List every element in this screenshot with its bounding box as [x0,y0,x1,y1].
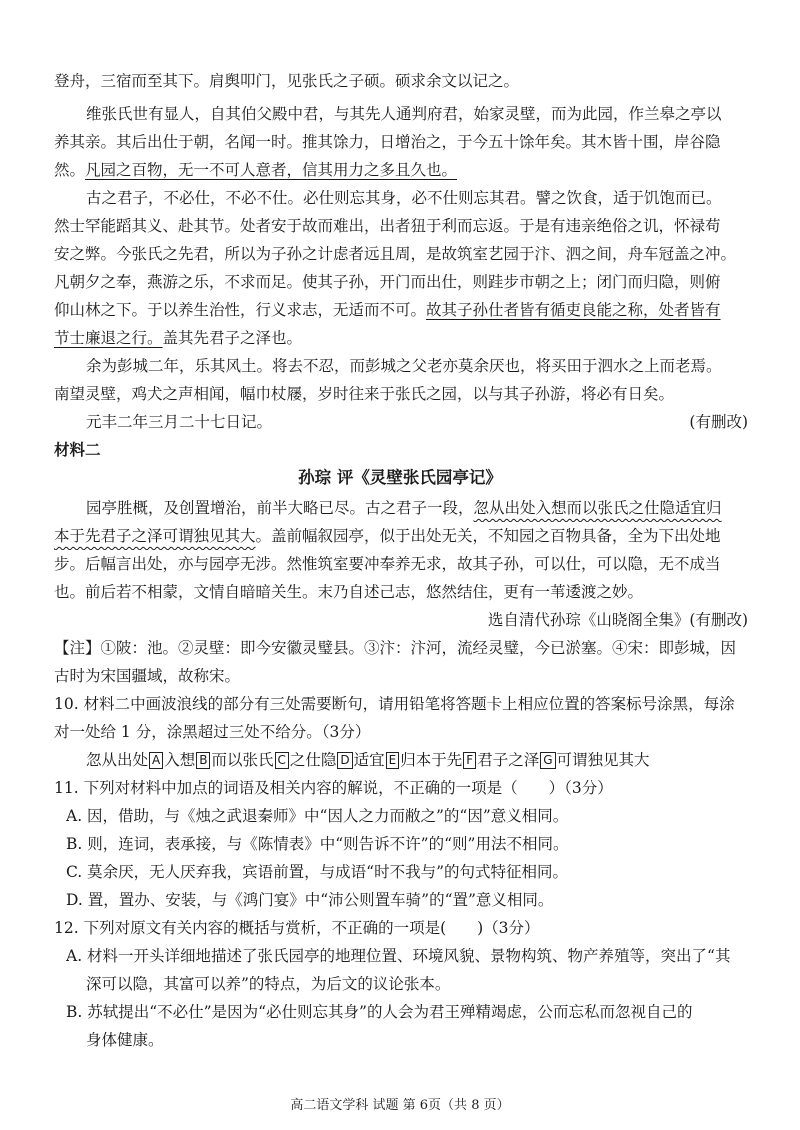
answer-box-a[interactable]: A [149,752,163,769]
text-line: 余为彭城二年，乐其风土。将去不忍，而彭城之父老亦莫余厌也，将买田于泗水之上而老焉。 [86,357,722,375]
plain-text: 。盖前幅叙园亭，似于出处无关，不知园之百物具备，全为下出处地 [255,527,721,545]
answer-box-e[interactable]: E [386,752,400,769]
text-line [54,296,754,324]
annotation-notes: 【注】①陂：池。②灵壁：即今安徽灵璧县。③汴：汴河，流经灵璧，今已淤塞。④宋：即彭城，因 [54,639,737,657]
question-11-option-c: C. 莫余厌，无人厌弃我，宾语前置，与成语“时不我与”的句式特征相同。 [66,863,569,881]
underlined-text: 凡园之百物，无一不可人意者，信其用力之多且久也。 [85,161,458,179]
answer-box-d[interactable]: D [337,752,352,769]
edit-note: (有删改) [689,413,748,431]
text-line: 南望灵壁，鸡犬之声相闻，幅巾杖屦，岁时往来于张氏之园，以与其子孙游，将必有日矣。 [54,385,675,403]
text-line [54,522,754,550]
question-10-stem: 10. 材料二中画波浪线的部分有三处需要断句，请用铅笔将答题卡上相应位置的答案标号涂黑，每涂 [54,695,735,713]
question-11-option-a: A. 因，借助，与《烛之武退秦师》中“因人之力而敝之”的“因”意义相同。 [66,807,569,825]
section-heading: 材料二 [54,441,101,459]
text-segment: 之仕隐 [289,751,337,769]
question-10-stem: 对一处给 1 分，涂黑超过三处不给分。（3分） [54,723,371,741]
question-12-option-b: 身体健康。 [86,1031,164,1049]
annotation-notes: 古时为宋国疆域，故称宋。 [54,667,241,685]
underlined-text: 故其子孙仕者皆有循吏良能之称，处者皆有 [426,301,721,319]
source-citation: 选自清代孙琮《山晓阁全集》(有删改) [487,611,748,629]
text-segment: 适宜 [353,751,385,769]
text-line: 养其亲。其后出仕于朝，名闻一时。推其馀力，日增治之，于今五十馀年矣。其木皆十围，岸谷隐 [54,133,721,151]
plain-text: 园亭胜概，及创置增治，前半大略已尽。古之君子一段， [86,499,474,517]
text-line: 凡朝夕之奉，燕游之乐，不求而足。使其子孙，开门而出仕，则跬步市朝之上；闭门而归隐，则俯 [54,273,721,291]
punctuation-answer-row [86,746,786,774]
text-segment: 归本于先 [400,751,463,769]
text-line [54,156,754,184]
page-footer: 高二语文学科 试题 第 6页（共 8 页） [290,1098,510,1113]
text-line: 也。前后若不相蒙，文情自暗暗关生。末乃自述己志，悠然结住，更有一苇逶渡之妙。 [54,583,644,601]
wavy-underlined-text: 本于先君子之泽可谓独见其大 [54,527,256,545]
text-line: 古之君子，不必仕，不必不仕。必仕则忘其身，必不仕则忘其君。譬之饮食，适于饥饱而已。 [86,189,722,207]
plain-text: 然。 [54,161,86,179]
text-line [86,494,754,522]
text-line: 安之弊。今张氏之先君，所以为子孙之计虑者远且周，是故筑室艺园于汴、泗之间，舟车冠盖之冲。 [54,245,737,263]
text-segment: 入想 [164,751,196,769]
answer-box-g[interactable]: G [540,752,555,769]
question-11-option-b: B. 则，连词，表承接，与《陈情表》中“则告诉不许”的“则”用法不相同。 [66,835,569,853]
answer-box-f[interactable]: F [463,752,476,769]
text-segment: 君子之泽 [477,751,540,769]
text-segment: 忽从出处 [86,751,149,769]
underlined-text: 节士廉退之行。 [54,329,163,347]
question-12-option-a: A. 材料一开头详细地描述了张氏园亭的地理位置、环境风貌、景物构筑、物产养殖等，突出了“其 [66,947,731,965]
question-11-stem: 11. 下列对材料中加点的词语及相关内容的解说，不正确的一项是（ ）（3分） [54,779,613,797]
text-line: 步。后幅言出处，亦与园亭无涉。然惟筑室要冲奉养无求，故其子孙，可以仕，可以隐，无不成当 [54,555,721,573]
text-line: 登舟，三宿而至其下。肩舆叩门，见张氏之子硕。硕求余文以记之。 [54,72,520,90]
wavy-underlined-text: 忽从出处入想而以张氏之仕隐适宜归 [473,499,722,517]
text-line: 然士罕能蹈其义、赴其节。处者安于故而难出，出者狃于利而忘返。于是有违亲绝俗之讥，怀禄苟 [54,217,721,235]
answer-box-c[interactable]: C [275,752,289,769]
question-12-stem: 12. 下列对原文有关内容的概括与赏析，不正确的一项是( )（3分） [54,919,540,937]
date-line: 元丰二年三月二十七日记。 [86,413,273,431]
question-12-option-b: B. 苏轼提出“不必仕”是因为“必仕则忘其身”的人会为君王殚精竭虑，公而忘私而忽视自己的 [66,1003,693,1021]
text-line [54,324,754,352]
text-segment: 而以张氏 [211,751,274,769]
article-title: 孙琮 评《灵壁张氏园亭记》 [298,468,502,487]
question-11-option-d: D. 置，置办、安装，与《鸿门宴》中“沛公则置车骑”的“置”意义相同。 [66,891,554,909]
text-segment: 可谓独见其大 [556,751,650,769]
plain-text: 盖其先君子之泽也。 [162,329,303,347]
text-line: 维张氏世有显人，自其伯父殿中君，与其先人通判府君，始家灵壁，而为此园，作兰皋之亭以 [86,105,722,123]
plain-text: 仰山林之下。于以养生治性，行义求志，无适而不可。 [54,301,427,319]
answer-box-b[interactable]: B [196,752,210,769]
question-12-option-a: 深可以隐，其富可以养”的特点，为后文的议论张本。 [86,975,451,993]
